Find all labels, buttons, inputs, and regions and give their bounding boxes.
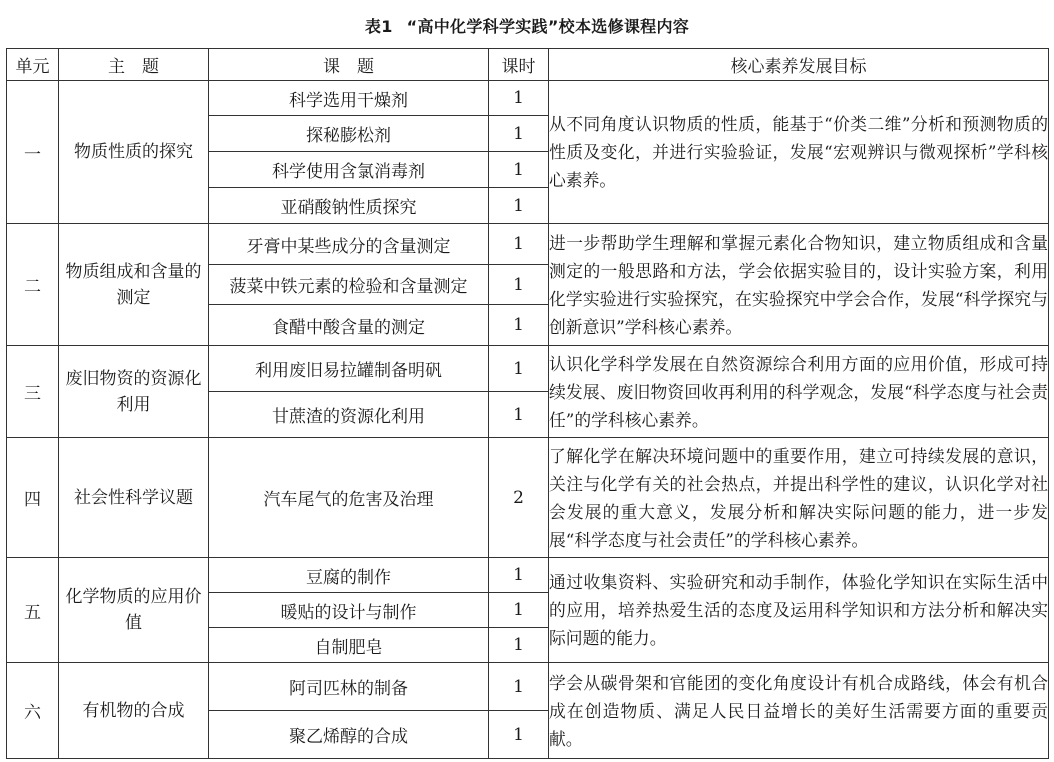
lesson-name: 亚硝酸钠性质探究: [209, 188, 489, 224]
lesson-hours: 1: [489, 305, 549, 346]
unit-goal: 认识化学科学发展在自然资源综合利用方面的应用价值，形成可持续发展、废旧物资回收再利用的科学观念，发展“科学态度与社会责任”的学科核心素养。: [549, 346, 1049, 438]
lesson-name: 自制肥皂: [209, 628, 489, 663]
lesson-hours: 1: [489, 116, 549, 152]
header-topic: 主 题: [59, 49, 209, 81]
lesson-name: 科学选用干燥剂: [209, 81, 489, 116]
lesson-hours: 1: [489, 152, 549, 188]
lesson-hours: 1: [489, 711, 549, 759]
header-goal: 核心素养发展目标: [549, 49, 1049, 81]
table-number: 表1: [364, 16, 393, 36]
unit-number: 五: [7, 558, 59, 663]
lesson-hours: 1: [489, 593, 549, 628]
lesson-name: 牙膏中某些成分的含量测定: [209, 224, 489, 265]
unit-number: 三: [7, 346, 59, 438]
unit-number: 四: [7, 438, 59, 558]
lesson-name: 聚乙烯醇的合成: [209, 711, 489, 759]
lesson-hours: 1: [489, 346, 549, 392]
table-row: [7, 81, 1049, 116]
lesson-hours: 1: [489, 265, 549, 305]
lesson-name: 豆腐的制作: [209, 558, 489, 593]
unit-goal: 进一步帮助学生理解和掌握元素化合物知识，建立物质组成和含量测定的一般思路和方法，学会依据实验目的，设计实验方案，利用化学实验进行实验探究，在实验探究中学会合作，发展“科学探究与创新意识”学科核心素养。: [549, 224, 1049, 346]
table-row: [7, 438, 1049, 558]
unit-number: 二: [7, 224, 59, 346]
unit-goal: 通过收集资料、实验研究和动手制作，体验化学知识在实际生活中的应用，培养热爱生活的态度及运用科学知识和方法分析和解决实际问题的能力。: [549, 558, 1049, 663]
lesson-hours: 1: [489, 188, 549, 224]
lesson-hours: 2: [489, 438, 549, 558]
table-row: [7, 663, 1049, 711]
lesson-hours: 1: [489, 392, 549, 438]
header-unit: 单元: [7, 49, 59, 81]
table-row: [7, 224, 1049, 265]
header-hours: 课时: [489, 49, 549, 81]
table-caption: [0, 8, 1054, 42]
unit-number: 一: [7, 81, 59, 224]
header-row: [7, 49, 1049, 81]
lesson-hours: 1: [489, 628, 549, 663]
unit-goal: 了解化学在解决环境问题中的重要作用，建立可持续发展的意识，关注与化学有关的社会热点，并提出科学性的建议，认识化学对社会发展的重大意义，发展分析和解决实际问题的能力，进一步发展“科学态度与社会责任”的学科核心素养。: [549, 438, 1049, 558]
header-lesson: 课 题: [209, 49, 489, 81]
lesson-hours: 1: [489, 663, 549, 711]
lesson-name: 食醋中酸含量的测定: [209, 305, 489, 346]
lesson-hours: 1: [489, 558, 549, 593]
unit-topic: 物质组成和含量的测定: [59, 224, 209, 346]
unit-number: 六: [7, 663, 59, 759]
lesson-hours: 1: [489, 81, 549, 116]
unit-goal: 学会从碳骨架和官能团的变化角度设计有机合成路线，体会有机合成在创造物质、满足人民日益增长的美好生活需要方面的重要贡献。: [549, 663, 1049, 759]
lesson-hours: 1: [489, 224, 549, 265]
lesson-name: 菠菜中铁元素的检验和含量测定: [209, 265, 489, 305]
lesson-name: 阿司匹林的制备: [209, 663, 489, 711]
unit-topic: 化学物质的应用价值: [59, 558, 209, 663]
lesson-name: 汽车尾气的危害及治理: [209, 438, 489, 558]
lesson-name: 利用废旧易拉罐制备明矾: [209, 346, 489, 392]
lesson-name: 甘蔗渣的资源化利用: [209, 392, 489, 438]
unit-topic: 社会性科学议题: [59, 438, 209, 558]
course-content-table: [6, 48, 1049, 759]
unit-topic: 有机物的合成: [59, 663, 209, 759]
lesson-name: 暖贴的设计与制作: [209, 593, 489, 628]
table-row: [7, 346, 1049, 392]
table-row: [7, 558, 1049, 593]
unit-goal: 从不同角度认识物质的性质，能基于“价类二维”分析和预测物质的性质及变化，并进行实验验证，发展“宏观辨识与微观探析”学科核心素养。: [549, 81, 1049, 224]
table-title: “高中化学科学实践”校本选修课程内容: [406, 16, 690, 36]
lesson-name: 探秘膨松剂: [209, 116, 489, 152]
unit-topic: 物质性质的探究: [59, 81, 209, 224]
unit-topic: 废旧物资的资源化利用: [59, 346, 209, 438]
lesson-name: 科学使用含氯消毒剂: [209, 152, 489, 188]
